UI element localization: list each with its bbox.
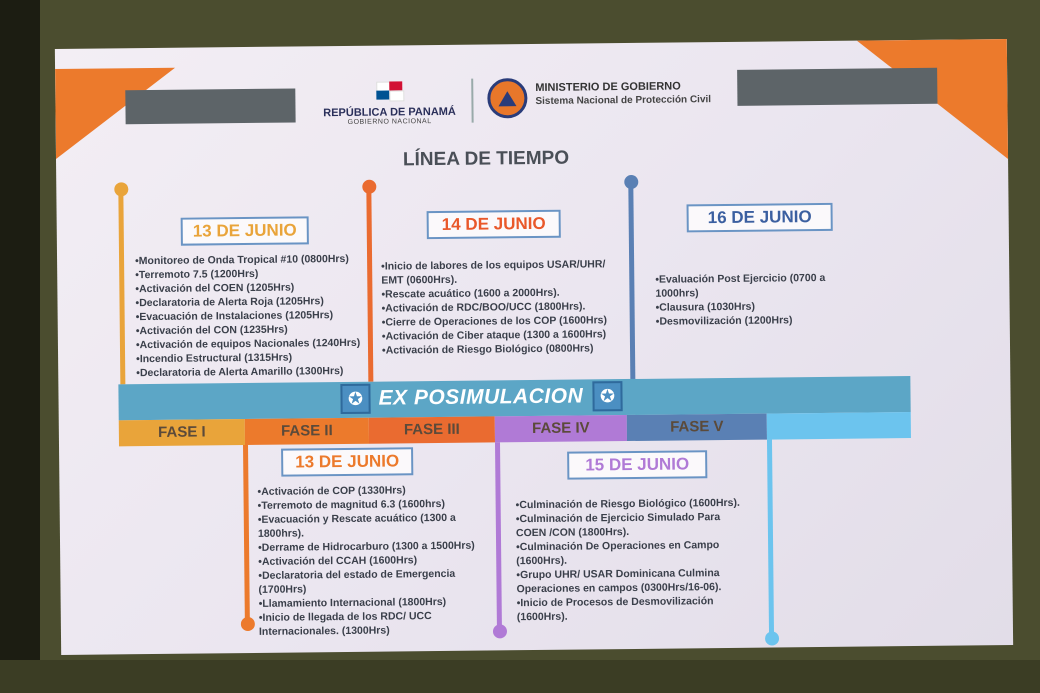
- republic-subtitle: GOBIERNO NACIONAL: [347, 118, 432, 126]
- event-item: (1600Hrs).: [516, 610, 568, 624]
- star-badge-right-icon: ✪: [592, 381, 622, 411]
- event-item: •Desmovilización (1200Hrs): [655, 314, 793, 328]
- event-item: •Activación del COEN (1205Hrs): [135, 281, 295, 296]
- event-item: 1000hrs): [655, 287, 699, 300]
- event-item: •Cierre de Operaciones de los COP (1600Hrs): [381, 314, 608, 329]
- event-list-top-3: [655, 271, 826, 329]
- timeline-dot-4: [241, 617, 255, 631]
- band-title: EX POSIMULACION: [378, 384, 584, 410]
- event-item: •Rescate acuático (1600 a 2000Hrs).: [381, 286, 560, 301]
- event-item: •Activación de COP (1330Hrs): [257, 484, 406, 498]
- event-item: •Declaratoria del estado de Emergencia: [258, 567, 456, 582]
- ministry-name: MINISTERIO DE GOBIERNO: [535, 80, 681, 94]
- event-item: •Incendio Estructural (1315Hrs): [136, 351, 293, 366]
- event-item: •Culminación de Riesgo Biológico (1600Hrs).: [515, 496, 740, 512]
- timeline-line-3: [628, 181, 635, 379]
- event-item: •Activación del CCAH (1600Hrs): [258, 554, 418, 568]
- event-item: •Evacuación y Rescate acuático (1300 a: [257, 511, 456, 526]
- header-bar-right: [737, 68, 937, 106]
- event-item: •Inicio de labores de los equipos USAR/UHR/: [381, 258, 606, 273]
- panama-flag-icon: [376, 81, 402, 99]
- event-item: •Terremoto 7.5 (1200Hrs): [135, 267, 259, 282]
- timeline-dot-5: [493, 624, 507, 638]
- event-item: Internacionales. (1300Hrs): [258, 624, 390, 638]
- header-bar-left: [125, 88, 295, 124]
- event-item: •Declaratoria de Alerta Roja (1205Hrs): [135, 295, 324, 310]
- event-item: •Inicio de Procesos de Desmovilización: [516, 595, 714, 610]
- event-item: 1800hrs).: [257, 527, 305, 540]
- event-item: (1700Hrs): [258, 583, 307, 596]
- event-item: •Activación de RDC/BOO/UCC (1800Hrs).: [381, 300, 586, 315]
- event-item: •Declaratoria de Alerta Amarillo (1300Hrs): [136, 364, 344, 380]
- event-item: •Inicio de llegada de los RDC/ UCC: [258, 610, 432, 624]
- phase-5: FASE V: [627, 414, 767, 441]
- timeline-dot-3: [624, 175, 638, 189]
- projected-slide: [55, 39, 1013, 655]
- event-item: EMT (0600Hrs).: [381, 273, 458, 287]
- page-title: LÍNEA DE TIEMPO: [402, 147, 570, 171]
- event-item: Operaciones en campos (0300Hrs/16-06).: [516, 581, 722, 596]
- event-item: •Evaluación Post Ejercicio (0700 a: [655, 271, 826, 286]
- event-item: •Culminación de Ejercicio Simulado Para: [515, 511, 721, 526]
- event-list-top-1: [135, 252, 361, 380]
- date-box-top-1: 13 DE JUNIO: [181, 216, 309, 245]
- timeline-dot-6: [765, 631, 779, 645]
- event-list-top-2: [381, 257, 607, 357]
- date-box-bottom-1: 13 DE JUNIO: [281, 447, 413, 476]
- civil-protection-seal-icon: [487, 78, 527, 118]
- event-item: •Activación del CON (1235Hrs): [135, 323, 288, 338]
- date-box-top-2: 14 DE JUNIO: [427, 210, 561, 239]
- phase-1: FASE I: [119, 419, 245, 446]
- republic-name: REPÚBLICA DE PANAMÁ: [323, 105, 456, 120]
- phase-4: FASE IV: [495, 415, 627, 442]
- timeline-line-2: [366, 186, 373, 382]
- logo-divider: [471, 79, 473, 123]
- timeline-line-4: [243, 445, 250, 621]
- phase-2: FASE II: [245, 418, 369, 445]
- event-item: •Activación de Ciber ataque (1300 a 1600Hrs): [381, 328, 607, 343]
- timeline-dot-2: [362, 180, 376, 194]
- star-badge-left-icon: ✪: [340, 384, 370, 414]
- timeline-dot-1: [114, 182, 128, 196]
- event-item: •Llamamiento Internacional (1800Hrs): [258, 595, 447, 610]
- event-item: •Terremoto de magnitud 6.3 (1600hrs): [257, 497, 445, 512]
- timeline-line-5: [495, 442, 502, 628]
- phase-3: FASE III: [369, 416, 495, 443]
- event-item: COEN /CON (1800Hrs).: [515, 526, 630, 540]
- ministry-subtitle: Sistema Nacional de Protección Civil: [535, 94, 712, 107]
- date-box-top-3: 16 DE JUNIO: [687, 203, 833, 233]
- republic-logo: [319, 81, 459, 126]
- event-item: •Derrame de Hidrocarburo (1300 a 1500Hrs): [258, 539, 475, 554]
- event-item: •Evacuación de Instalaciones (1205Hrs): [135, 309, 334, 324]
- event-item: •Activación de equipos Nacionales (1240Hrs): [135, 336, 361, 352]
- phase-end: [767, 412, 911, 440]
- wall-bottom: [0, 660, 1040, 693]
- wall-left: [0, 0, 40, 693]
- event-list-bottom-2: [516, 496, 742, 624]
- event-item: (1600Hrs).: [516, 554, 568, 568]
- event-item: •Culminación De Operaciones en Campo: [516, 539, 720, 554]
- date-box-bottom-2: 15 DE JUNIO: [567, 450, 707, 479]
- event-item: •Activación de Riesgo Biológico (0800Hrs): [381, 342, 594, 357]
- timeline-line-1: [118, 188, 125, 384]
- event-item: •Clausura (1030Hrs): [655, 300, 756, 314]
- event-list-bottom-1: [257, 483, 475, 639]
- event-item: •Grupo UHR/ USAR Dominicana Culmina: [516, 567, 720, 582]
- timeline-line-6: [767, 440, 774, 636]
- event-item: •Monitoreo de Onda Tropical #10 (0800Hrs): [135, 252, 349, 268]
